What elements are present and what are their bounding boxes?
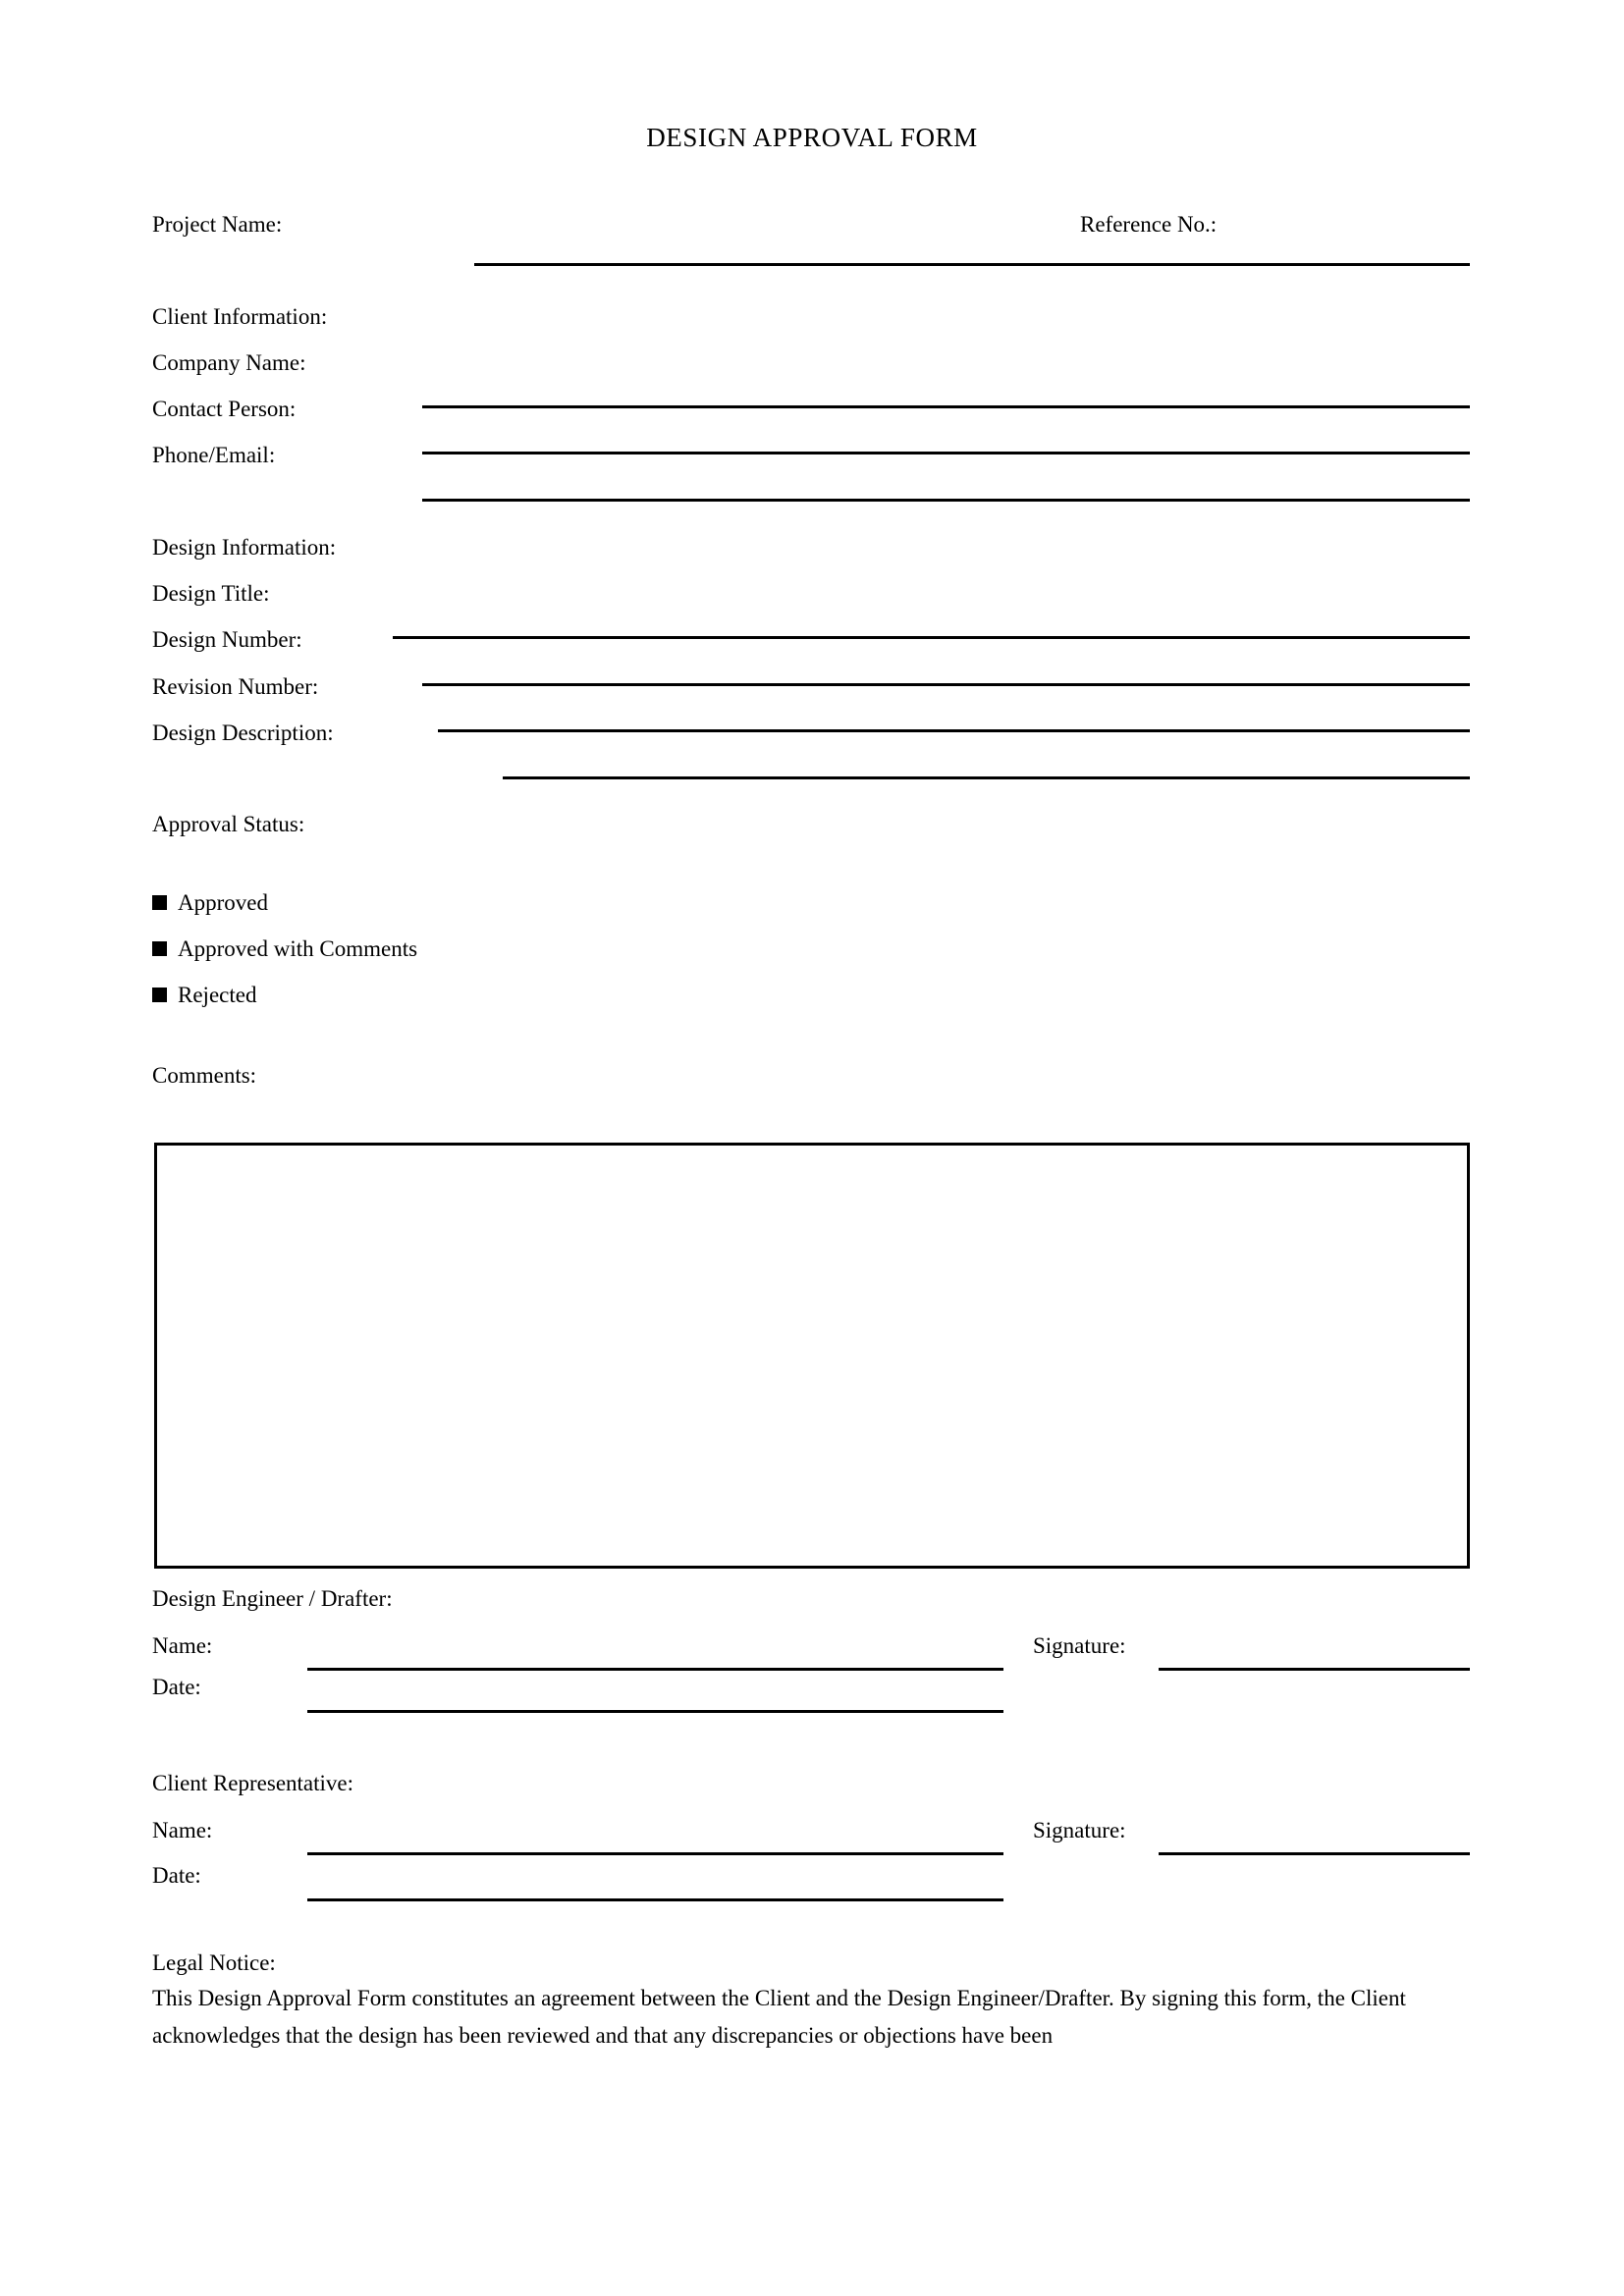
design-engineer-date-label: Date:	[152, 1675, 201, 1699]
legal-notice-heading: Legal Notice:	[152, 1950, 276, 1975]
client-representative-heading: Client Representative:	[152, 1771, 354, 1795]
design-title-label: Design Title:	[152, 581, 270, 606]
approval-status-heading: Approval Status:	[152, 812, 305, 836]
company-name-label: Company Name:	[152, 350, 306, 375]
client-representative-date-input-line[interactable]	[307, 1898, 1003, 1901]
contact-person-label: Contact Person:	[152, 397, 297, 421]
comments-heading: Comments:	[152, 1063, 257, 1088]
approval-option-approved-with-comments[interactable]	[152, 937, 417, 960]
design-number-input-line[interactable]	[422, 683, 1470, 686]
checkbox-icon[interactable]	[152, 895, 167, 910]
revision-number-input-line[interactable]	[438, 729, 1470, 732]
design-engineer-name-input-line[interactable]	[307, 1668, 1003, 1671]
design-engineer-signature-label: Signature:	[1033, 1633, 1126, 1658]
comments-textarea[interactable]	[154, 1143, 1470, 1569]
design-engineer-date-input-line[interactable]	[307, 1710, 1003, 1713]
approval-option-label: Approved with Comments	[178, 936, 418, 961]
client-representative-signature-input-line[interactable]	[1159, 1852, 1470, 1855]
design-title-input-line[interactable]	[393, 636, 1470, 639]
phone-email-label: Phone/Email:	[152, 443, 276, 467]
design-engineer-signature-input-line[interactable]	[1159, 1668, 1470, 1671]
design-engineer-name-label: Name:	[152, 1633, 213, 1658]
checkbox-icon[interactable]	[152, 941, 167, 956]
project-name-label: Project Name:	[152, 212, 283, 237]
client-representative-signature-label: Signature:	[1033, 1818, 1126, 1842]
phone-email-input-line[interactable]	[422, 499, 1470, 502]
design-description-label: Design Description:	[152, 721, 334, 745]
revision-number-label: Revision Number:	[152, 674, 319, 699]
contact-person-input-line[interactable]	[422, 452, 1470, 454]
legal-notice-body: This Design Approval Form constitutes an agreement between the Client and the Design Engineer/Drafter. By signing this form, the Client acknowledges that the design has been reviewed and that any discrepancies or objections have been	[152, 1986, 1406, 2048]
client-representative-date-label: Date:	[152, 1863, 201, 1888]
company-name-input-line[interactable]	[422, 405, 1470, 408]
page-title: DESIGN APPROVAL FORM	[646, 123, 978, 152]
approval-option-label: Rejected	[178, 983, 257, 1007]
reference-no-label: Reference No.:	[1080, 212, 1218, 237]
design-engineer-heading: Design Engineer / Drafter:	[152, 1586, 393, 1611]
project-name-input-line[interactable]	[474, 263, 1470, 266]
approval-option-rejected[interactable]	[152, 984, 256, 1006]
design-information-heading: Design Information:	[152, 535, 337, 560]
checkbox-icon[interactable]	[152, 988, 167, 1002]
client-representative-name-label: Name:	[152, 1818, 213, 1842]
client-representative-name-input-line[interactable]	[307, 1852, 1003, 1855]
approval-option-label: Approved	[178, 890, 268, 915]
approval-option-approved[interactable]	[152, 891, 268, 914]
client-information-heading: Client Information:	[152, 304, 328, 329]
design-number-label: Design Number:	[152, 627, 302, 652]
design-description-input-line[interactable]	[503, 776, 1470, 779]
